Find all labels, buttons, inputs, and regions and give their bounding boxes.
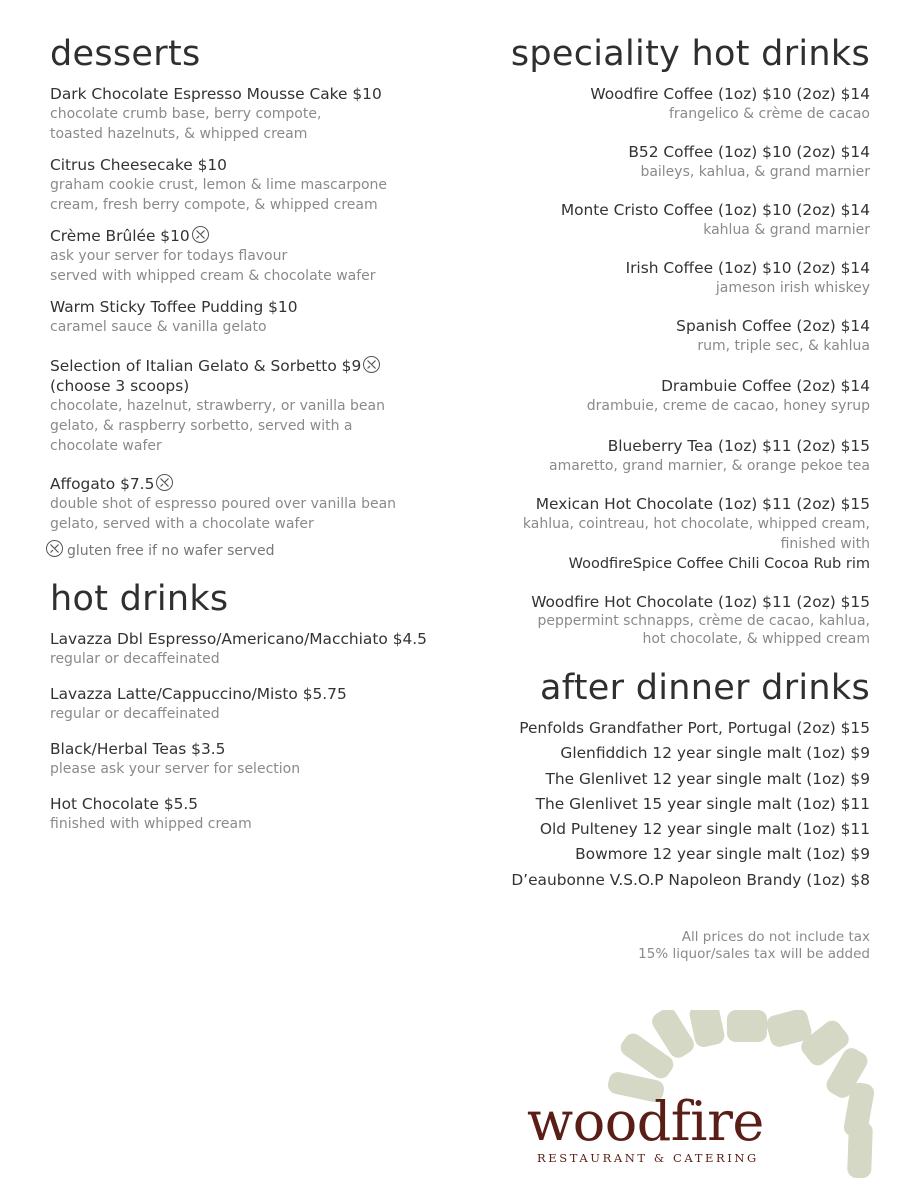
tax-line: 15% liquor/sales tax will be added	[638, 946, 870, 963]
tax-note	[430, 929, 870, 963]
item-description: regular or decaffeinated	[50, 651, 220, 667]
menu-item	[430, 316, 870, 356]
item-description: served with whipped cream & chocolate wafer	[50, 268, 376, 284]
item-description: finished with whipped cream	[50, 816, 252, 832]
list-item: Bowmore 12 year single malt (1oz) $9	[575, 845, 870, 864]
menu-item	[50, 356, 470, 456]
rub-name: WoodfireSpice Coffee Chili Cocoa Rub	[568, 556, 842, 572]
item-name-row	[50, 226, 470, 246]
item-name: Lavazza Latte/Cappuccino/Misto $5.75	[50, 685, 347, 703]
logo-tagline: RESTAURANT & CATERING	[537, 1151, 759, 1165]
item-name: Affogato $7.5	[50, 475, 155, 493]
item-description: kahlua & grand marnier	[703, 222, 870, 238]
item-description: toasted hazelnuts, & whipped cream	[50, 126, 308, 142]
item-description: peppermint schnapps, crème de cacao, kahlua,	[537, 613, 870, 629]
after-dinner-heading: after dinner drinks	[540, 668, 870, 708]
item-description: gelato, served with a chocolate wafer	[50, 516, 314, 532]
item-description: kahlua, cointreau, hot chocolate, whipped cream,	[522, 516, 870, 532]
gluten-free-icon	[192, 226, 209, 243]
item-description: ask your server for todays flavour	[50, 248, 288, 264]
tax-line: All prices do not include tax	[681, 929, 870, 946]
menu-item	[50, 84, 470, 144]
gluten-free-legend	[50, 540, 470, 561]
menu-item	[430, 142, 870, 182]
menu-item	[430, 494, 870, 574]
item-description: caramel sauce & vanilla gelato	[50, 319, 267, 335]
item-name: Woodfire Hot Chocolate (1oz) $11 (2oz) $15	[531, 593, 870, 611]
list-item: Penfolds Grandfather Port, Portugal (2oz) $15	[519, 719, 870, 737]
item-description: chocolate crumb base, berry compote,	[50, 106, 322, 122]
item-name: Irish Coffee (1oz) $10 (2oz) $14	[625, 259, 870, 277]
list-item: The Glenlivet 15 year single malt (1oz) $11	[535, 794, 870, 813]
item-name: Lavazza Dbl Espresso/Americano/Macchiato $4.5	[50, 630, 427, 648]
gluten-free-note: gluten free if no wafer served	[67, 543, 275, 559]
item-name: Warm Sticky Toffee Pudding $10	[50, 298, 298, 316]
menu-item	[50, 794, 470, 834]
item-name: Hot Chocolate $5.5	[50, 795, 199, 813]
item-name: Dark Chocolate Espresso Mousse Cake $10	[50, 85, 382, 103]
menu-item	[430, 436, 870, 476]
item-description: please ask your server for selection	[50, 761, 301, 777]
gluten-free-icon	[46, 540, 63, 557]
item-description: graham cookie crust, lemon & lime mascarpone	[50, 177, 388, 193]
item-subtitle: (choose 3 scoops)	[50, 377, 190, 395]
item-name: Citrus Cheesecake $10	[50, 156, 227, 174]
menu-item	[50, 684, 470, 724]
left-column	[50, 34, 470, 845]
item-description: jameson irish whiskey	[715, 280, 870, 296]
item-description: chocolate wafer	[50, 438, 162, 454]
item-description: double shot of espresso poured over vanilla bean	[50, 496, 397, 512]
after-dinner-list	[430, 716, 870, 893]
item-description: finished with	[780, 536, 870, 552]
list-item: The Glenlivet 12 year single malt (1oz) $9	[545, 769, 870, 788]
menu-item	[50, 739, 470, 779]
gluten-free-icon	[156, 474, 173, 491]
item-description-line	[430, 554, 870, 574]
item-description: gelato, & raspberry sorbetto, served with a	[50, 418, 353, 434]
item-description: rim	[845, 556, 870, 572]
menu-item	[430, 200, 870, 240]
list-item: Glenfiddich 12 year single malt (1oz) $9	[560, 744, 870, 763]
item-name: Mexican Hot Chocolate (1oz) $11 (2oz) $15	[535, 495, 870, 513]
hot-drinks-heading: hot drinks	[50, 579, 229, 619]
gluten-free-icon	[363, 356, 380, 373]
item-name: Black/Herbal Teas $3.5	[50, 740, 226, 758]
item-name: Crème Brûlée $10	[50, 227, 190, 245]
item-name-row	[50, 356, 470, 376]
speciality-heading: speciality hot drinks	[510, 34, 870, 74]
list-item: Old Pulteney 12 year single malt (1oz) $11	[539, 820, 870, 839]
list-item: D’eaubonne V.S.O.P Napoleon Brandy (1oz) $8	[511, 870, 870, 889]
menu-item	[430, 84, 870, 124]
item-name: Blueberry Tea (1oz) $11 (2oz) $15	[607, 437, 870, 455]
menu-item	[50, 297, 470, 337]
menu-item	[50, 629, 470, 669]
item-name: Spanish Coffee (2oz) $14	[676, 317, 870, 335]
item-description: regular or decaffeinated	[50, 706, 220, 722]
desserts-heading: desserts	[50, 34, 201, 74]
menu-item	[430, 258, 870, 298]
menu-item	[50, 226, 470, 286]
item-name: B52 Coffee (1oz) $10 (2oz) $14	[628, 143, 870, 161]
item-description: chocolate, hazelnut, strawberry, or vanilla bean	[50, 398, 385, 414]
item-name: Drambuie Coffee (2oz) $14	[661, 377, 870, 395]
item-name: Monte Cristo Coffee (1oz) $10 (2oz) $14	[560, 201, 870, 219]
item-name-row	[50, 474, 470, 494]
item-description: hot chocolate, & whipped cream	[642, 631, 870, 647]
menu-item	[430, 592, 870, 648]
item-name: Woodfire Coffee (1oz) $10 (2oz) $14	[590, 85, 870, 103]
item-name: Selection of Italian Gelato & Sorbetto $9	[50, 357, 362, 375]
item-description: rum, triple sec, & kahlua	[697, 338, 870, 354]
item-description: frangelico & crème de cacao	[668, 106, 870, 122]
menu-item	[50, 155, 470, 215]
menu-item	[430, 376, 870, 416]
item-description: baileys, kahlua, & grand marnier	[640, 164, 870, 180]
logo-wordmark: woodfire	[527, 1090, 764, 1153]
menu-item	[50, 474, 470, 534]
right-column	[430, 34, 870, 963]
item-description: drambuie, creme de cacao, honey syrup	[586, 398, 870, 414]
item-description: amaretto, grand marnier, & orange pekoe tea	[548, 458, 870, 474]
item-description: cream, fresh berry compote, & whipped cream	[50, 197, 378, 213]
